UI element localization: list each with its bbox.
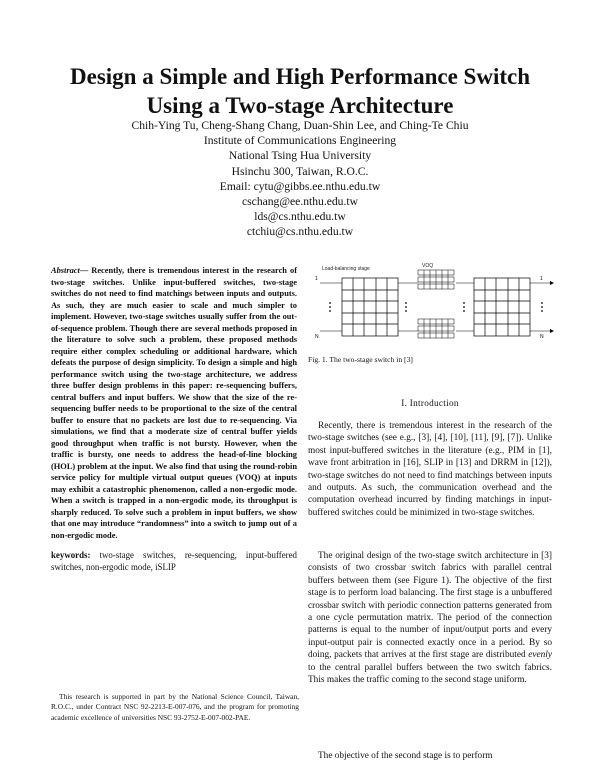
abstract: [51, 265, 297, 541]
switch-diagram: [306, 258, 554, 342]
abstract-text: — Recently, there is tremendous interest in the research of two-stage switches. Unlike input-buffered switches, two-stage switches do not need to find matchings between inputs and outputs. As such, they are much easier to scale and much simpler to implement. However, two-stage switches usually suffer from the out-of-sequence problem. Though there are several methods proposed in the literature to solve such a problem, these proposed methods require either complex scheduling or additional hardware, which defeats the purpose of design simplicity. To design a simple and high performance switch using the two-stage architecture, we address three buffer design problems in this paper: re-sequencing buffers, central buffers and input buffers. We show that the size of the re-sequencing buffer needs to be proportional to the size of the central buffer to ensure that no packets are lost due to re-sequencing. Via simulations, we find that a moderate size of central buffer yields good throughput when traffic is not bursty. However, when the traffic is bursty, one needs to address the head-of-line blocking (HOL) problem at the input. We also find that using the round-robin service policy for multiple virtual output queues (VOQ) at inputs may exhibit a catastrophic phenomenon, called a non-ergodic mode. When a switch is trapped in a non-ergodic mode, its throughput is sharply reduced. To solve such a problem in input buffers, we show that one may introduce “randomness” into a switch to jump out of a non-ergodic mode.: [51, 266, 297, 540]
paper-title: [0, 62, 600, 120]
title-line-1: Design a Simple and High Performance Switch: [70, 64, 530, 89]
figure-caption: Fig. 1. The two-stage switch in [3]: [308, 355, 413, 364]
author-block: [0, 118, 600, 240]
author-university: National Tsing Hua University: [228, 149, 372, 163]
second-crossbar: [474, 278, 530, 336]
intro-paragraph-2: [308, 550, 552, 686]
dots-left: [329, 302, 543, 312]
author-names: Chih-Ying Tu, Cheng-Shang Chang, Duan-Shin Lee, and Ching-Te Chiu: [131, 119, 469, 132]
arrowheads: [550, 281, 554, 333]
figure-two-stage-switch: [306, 258, 554, 342]
voq-buffers-top: [418, 270, 454, 289]
para2-part-a: The original design of the two-stage switch architecture in [3] consists of two crossbar switch fabrics with parallel central buffers between them (see Figure 1). The objective of the first stage is to perform load balancing. The first stage is a unbuffered crossbar switch with periodic connection patterns generated from a one cycle permutation matrix. The period of the connection patterns is equal to the number of input/output ports and every input-output pair is connected exactly once in a period. By so doing, packets that arrives at the first stage are distributed: [308, 551, 552, 661]
para2-emphasis: evenly: [528, 650, 552, 661]
author-email-1: Email: cytu@gibbs.ee.nthu.edu.tw: [219, 179, 381, 193]
para2-part-b: to the central parallel buffers between the two switch fabrics. This makes the traffic coming to the second stage uniform.: [308, 662, 552, 686]
input-bottom-label: N: [315, 334, 319, 340]
voq-label: VOQ: [422, 263, 434, 269]
intro-paragraph-3: The objective of the second stage is to perform: [318, 751, 493, 761]
keywords-label: keywords:: [51, 550, 91, 560]
output-top-label: 1: [540, 276, 543, 282]
abstract-label: Abstract: [51, 266, 80, 275]
footnote: This research is supported in part by the National Science Council, Taiwan, R.O.C., under Contract NSC 92-2213-E-007-076, and the program for promoting academic excellence of universities NSC 93-2752-E-007-002-PAE.: [51, 692, 299, 722]
author-email-2: cschang@ee.nthu.edu.tw: [242, 195, 358, 209]
input-top-label: 1: [315, 276, 318, 282]
author-institute: Institute of Communications Engineering: [203, 134, 397, 148]
keywords-text: two-stage switches, re-sequencing, input-buffered switches, non-ergodic mode, iSLIP: [51, 550, 297, 572]
left-column: [51, 265, 297, 573]
intro-paragraph-1: Recently, there is tremendous interest in the research of the two-stage switches (see e.g., [3], [4], [10], [11], [9], [7]). Unlike most input-buffered switches in the literature (e.g., PIM in [1], wave front arbitration in [16], SLIP in [13] and DRRM in [12]), two-stage switches do not need to find matchings between inputs and outputs. As such, the communication overhead and the computation overhead incurred by finding matchings in input-buffered switches could be minimized in two-stage switches.: [308, 421, 552, 518]
author-email-4: ctchiu@cs.nthu.edu.tw: [246, 225, 354, 239]
first-crossbar: [342, 278, 398, 336]
load-balancing-label: Load-balancing stage: [322, 266, 370, 272]
keywords: [51, 549, 297, 573]
output-bottom-label: N: [540, 334, 544, 340]
title-line-2: Using a Two-stage Architecture: [146, 93, 454, 118]
author-email-3: lds@cs.nthu.edu.tw: [254, 210, 346, 224]
voq-buffers-bottom: [418, 319, 454, 338]
author-address: Hsinchu 300, Taiwan, R.O.C.: [231, 164, 369, 178]
section-heading: I. Introduction: [401, 398, 459, 408]
